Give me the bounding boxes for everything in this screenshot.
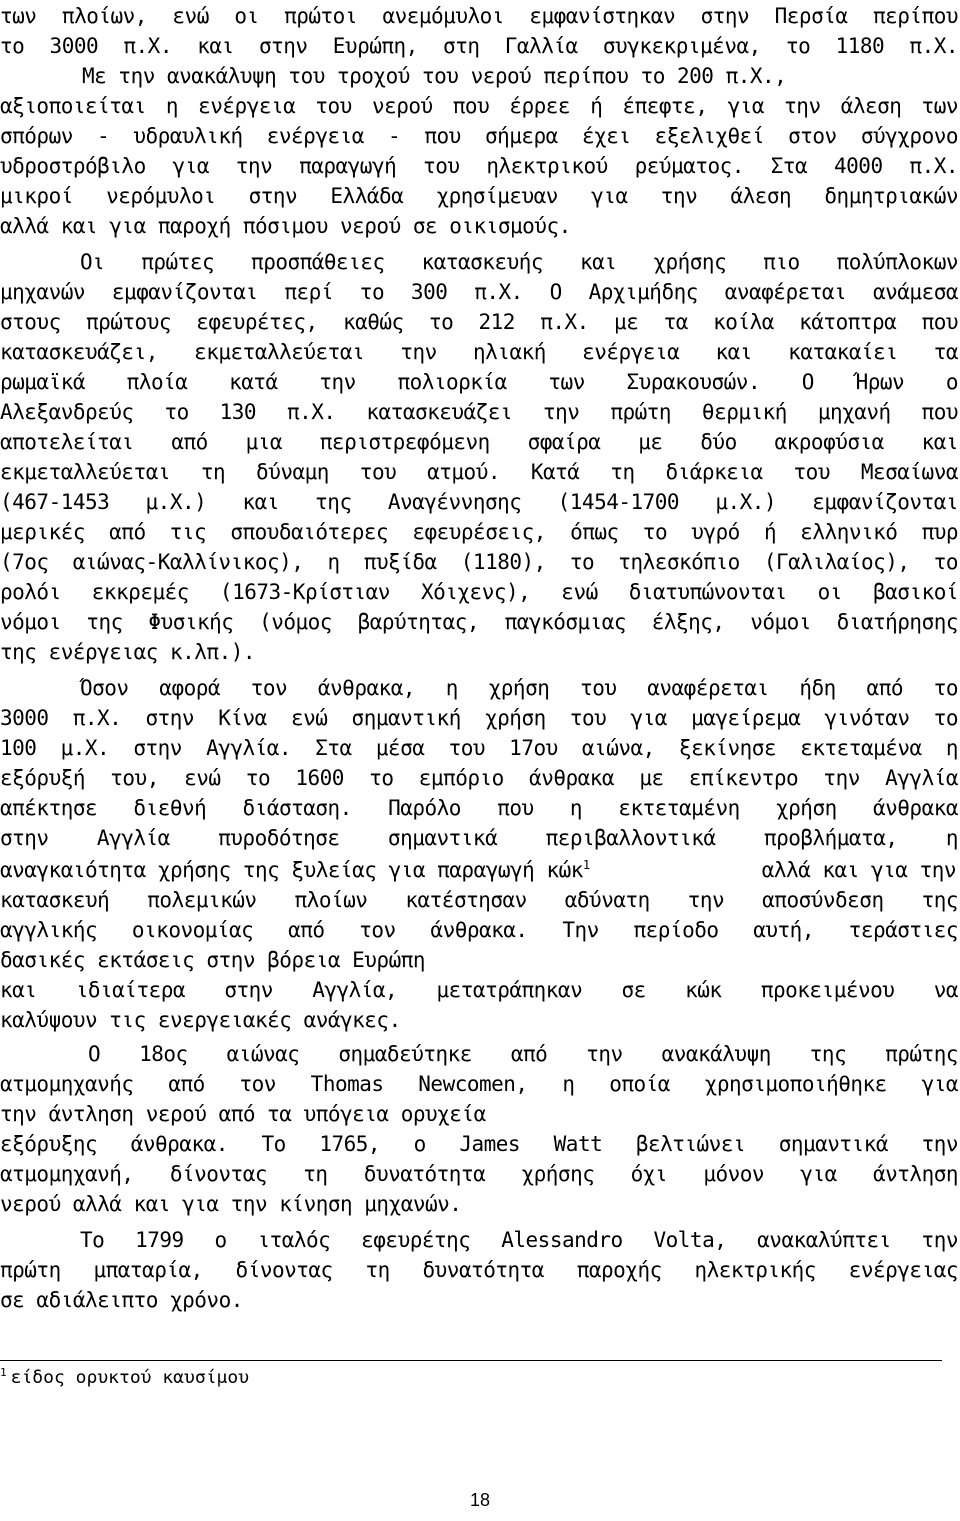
text-line: (7ος αιώνας-Καλλίνικος), η πυξίδα (1180), το τηλεσκόπιο (Γαλιλαίος), το	[0, 550, 958, 574]
text-line: το 3000 π.Χ. και στην Ευρώπη, στη Γαλλία συγκεκριμένα, το 1180 π.Χ.	[0, 34, 958, 58]
text-line: νόμοι της Φυσικής (νόμος βαρύτητας, παγκόσμιας έλξης, νόμοι διατήρησης	[0, 610, 958, 634]
text-line: ατμομηχανής από τον Thomas Newcomen, η οποία χρησιμοποιήθηκε για	[0, 1072, 958, 1096]
text-line: αποτελείται από μια περιστρεφόμενη σφαίρα με δύο ακροφύσια και	[0, 430, 958, 454]
text-line: Οι πρώτες προσπάθειες κατασκευής και χρήσης πιο πολύπλοκων	[80, 250, 958, 274]
text-line: πρώτη μπαταρία, δίνοντας τη δυνατότητα παροχής ηλεκτρικής ενέργειας	[0, 1258, 958, 1282]
text-line: Όσον αφορά τον άνθρακα, η χρήση του αναφέρεται ήδη από το	[80, 676, 958, 700]
text-line: απέκτησε διεθνή διάσταση. Παρόλο που η εκτεταμένη χρήση άνθρακα	[0, 796, 958, 820]
text-line: την άντληση νερού από τα υπόγεια ορυχεία	[0, 1102, 486, 1126]
text-line-with-footnote	[0, 856, 958, 884]
text-line: ατμομηχανή, δίνοντας τη δυνατότητα χρήσης όχι μόνον για άντληση	[0, 1162, 958, 1186]
footnote-number: 1	[0, 1366, 7, 1379]
text-line: υδροστρόβιλο για την παραγωγή του ηλεκτρικού ρεύματος. Στα 4000 π.Χ.	[0, 154, 958, 178]
text-line: μερικές από τις σπουδαιότερες εφευρέσεις, όπως το υγρό ή ελληνικό πυρ	[0, 520, 958, 544]
text-line: εκμεταλλεύεται τη δύναμη του ατμού. Κατά τη διάρκεια του Μεσαίωνα	[0, 460, 958, 484]
text-segment: αναγκαιότητα χρήσης της ξυλείας για παραγωγή κώκ	[0, 858, 583, 882]
text-line: Ο 18ος αιώνας σημαδεύτηκε από την ανακάλυψη της πρώτης	[88, 1042, 958, 1066]
text-line: δασικές εκτάσεις στην βόρεια Ευρώπη	[0, 948, 426, 972]
text-line: αλλά και για παροχή πόσιμου νερού σε οικισμούς.	[0, 214, 571, 238]
text-line: μικροί νερόμυλοι στην Ελλάδα χρησίμευαν για την άλεση δημητριακών	[0, 184, 958, 208]
text-line: και ιδιαίτερα στην Αγγλία, μετατράπηκαν σε κώκ προκειμένου να	[0, 978, 958, 1002]
text-line: σπόρων - υδραυλική ενέργεια - που σήμερα έχει εξελιχθεί στον σύγχρονο	[0, 124, 958, 148]
text-line: νερού αλλά και για την κίνηση μηχανών.	[0, 1192, 462, 1216]
text-segment: αλλά και για την	[761, 858, 956, 882]
text-line: (467-1453 μ.Χ.) και της Αναγέννησης (1454-1700 μ.Χ.) εμφανίζονται	[0, 490, 958, 514]
text-line: Με την ανακάλυψη του τροχού του νερού περίπου το 200 π.Χ.,	[82, 64, 787, 88]
text-line: στην Αγγλία πυροδότησε σημαντικά περιβαλλοντικά προβλήματα, η	[0, 826, 958, 850]
text-line: κατασκευή πολεμικών πλοίων κατέστησαν αδύνατη την αποσύνδεση της	[0, 888, 958, 912]
text-line: της ενέργειας κ.λπ.).	[0, 640, 256, 664]
text-line: ρωμαϊκά πλοία κατά την πολιορκία των Συρακουσών. Ο Ήρων ο	[0, 370, 958, 394]
text-line: 100 μ.Χ. στην Αγγλία. Στα μέσα του 17ου αιώνα, ξεκίνησε εκτεταμένα η	[0, 736, 958, 760]
text-line: στους πρώτους εφευρέτες, καθώς το 212 π.Χ. με τα κοίλα κάτοπτρα που	[0, 310, 958, 334]
text-line: κατασκευάζει, εκμεταλλεύεται την ηλιακή ενέργεια και κατακαίει τα	[0, 340, 958, 364]
footnote-text: είδος ορυκτού καυσίμου	[10, 1367, 250, 1388]
text-line: αγγλικής οικονομίας από τον άνθρακα. Την περίοδο αυτή, τεράστιες	[0, 918, 958, 942]
text-line: Αλεξανδρεύς το 130 π.Χ. κατασκευάζει την πρώτη θερμική μηχανή που	[0, 400, 958, 424]
text-line: 3000 π.Χ. στην Κίνα ενώ σημαντική χρήση του για μαγείρεμα γινόταν το	[0, 706, 958, 730]
footnote-separator	[0, 1360, 942, 1361]
text-line: σε αδιάλειπτο χρόνο.	[0, 1288, 243, 1312]
text-line: καλύψουν τις ενεργειακές ανάγκες.	[0, 1008, 401, 1032]
text-line: μηχανών εμφανίζονται περί το 300 π.Χ. Ο Αρχιμήδης αναφέρεται ανάμεσα	[0, 280, 958, 304]
text-line: Το 1799 ο ιταλός εφευρέτης Alessandro Volta, ανακαλύπτει την	[80, 1228, 958, 1252]
text-line: αξιοποιείται η ενέργεια του νερού που έρρεε ή έπεφτε, για την άλεση των	[0, 94, 958, 118]
footnote-ref: 1	[582, 858, 590, 872]
footnote	[0, 1366, 249, 1388]
page-number: 18	[469, 1490, 491, 1510]
text-line: εξόρυξή του, ενώ το 1600 το εμπόριο άνθρακα με επίκεντρο την Αγγλία	[0, 766, 958, 790]
text-line: εξόρυξης άνθρακα. Το 1765, ο James Watt βελτιώνει σημαντικά την	[0, 1132, 958, 1156]
text-line: των πλοίων, ενώ οι πρώτοι ανεμόμυλοι εμφανίστηκαν στην Περσία περίπου	[0, 4, 958, 28]
text-line: ρολόι εκκρεμές (1673-Κρίστιαν Χόιχενς), ενώ διατυπώνονται οι βασικοί	[0, 580, 958, 604]
